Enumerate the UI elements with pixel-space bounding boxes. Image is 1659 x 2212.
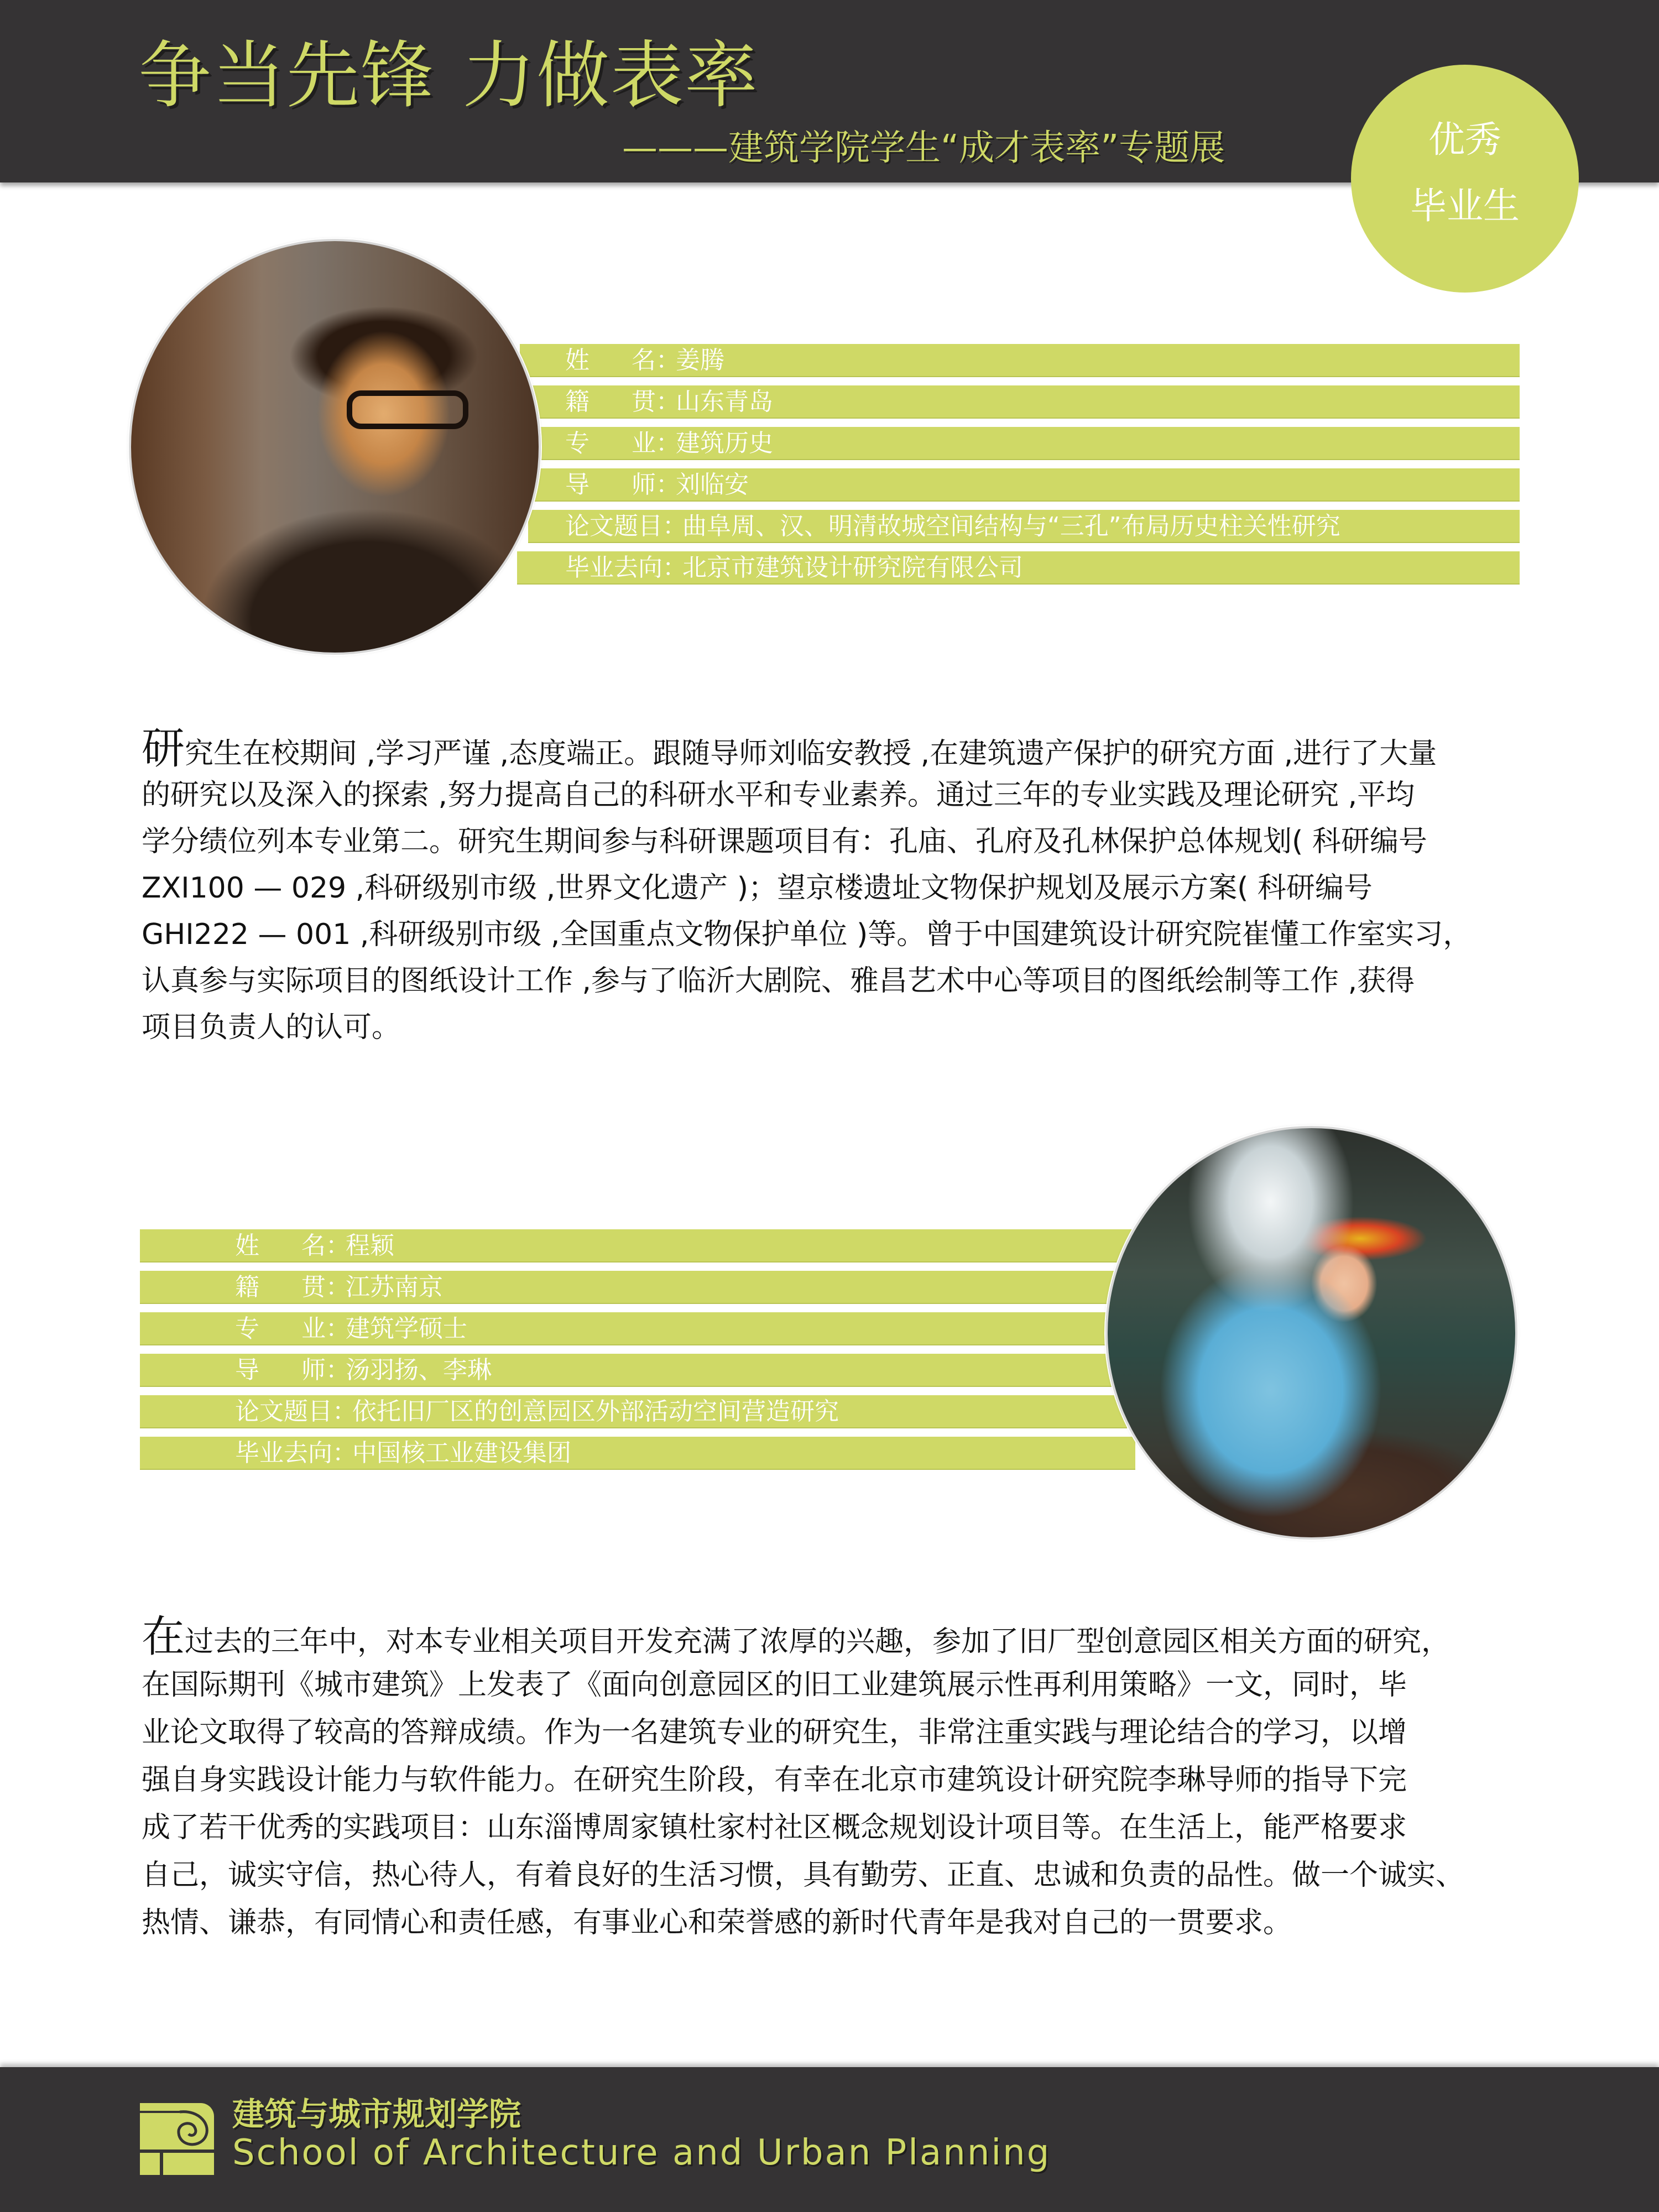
field-value: 山东青岛 <box>676 388 773 416</box>
bio-line: 的研究以及深入的探索 ,努力提高自己的科研水平和专业素养。通过三年的专业实践及理论研究 ,平均 <box>142 779 1415 812</box>
field-value: 刘临安 <box>676 471 749 499</box>
category-badge <box>1351 65 1579 293</box>
info-row-name: 姓 名 ：姜腾 <box>520 344 1520 377</box>
school-name-cn: 建筑与城市规划学院 <box>232 2095 521 2133</box>
field-value: 建筑学硕士 <box>346 1314 467 1343</box>
badge-line-1: 优秀 <box>1428 118 1501 161</box>
field-label: 论文题目 <box>235 1397 332 1426</box>
profile-1-bio <box>142 726 1541 1051</box>
info-row-hometown: 籍 贯 ：江苏南京 <box>140 1271 1124 1304</box>
field-label: 专 业 <box>565 429 656 457</box>
bio-line: 强自身实践设计能力与软件能力。在研究生阶段，有幸在北京市建筑设计研究院李琳导师的指导下完 <box>142 1764 1407 1797</box>
field-label: 专 业 <box>235 1314 326 1343</box>
info-row-thesis: 论文题目：曲阜周、汉、明清故城空间结构与“三孔”布局历史柱关性研究 <box>528 510 1520 543</box>
title-part-1: 争当先锋 <box>138 33 435 118</box>
badge-line-2: 毕业生 <box>1410 185 1520 227</box>
field-label: 论文题目 <box>565 512 662 540</box>
school-name-en: School of Architecture and Urban Planning <box>232 2132 1051 2173</box>
field-value: 程颖 <box>346 1232 394 1260</box>
info-row-destination: 毕业去向：中国核工业建设集团 <box>140 1437 1135 1470</box>
dropcap: 研 <box>142 724 185 774</box>
bio-line: 认真参与实际项目的图纸设计工作 ,参与了临沂大剧院、雅昌艺术中心等项目的图纸绘制等工作 ,获得 <box>142 964 1415 998</box>
info-row-thesis: 论文题目：依托旧厂区的创意园区外部活动空间营造研究 <box>140 1395 1127 1428</box>
field-label: 毕业去向 <box>565 554 662 582</box>
title-part-2: 力做表率 <box>462 33 759 118</box>
dropcap: 在 <box>142 1612 185 1662</box>
info-row-major: 专 业 ：建筑学硕士 <box>140 1312 1121 1345</box>
field-label: 导 师 <box>235 1356 326 1384</box>
field-label: 籍 贯 <box>565 388 656 416</box>
bio-line: 自己，诚实守信，热心待人，有着良好的生活习惯，具有勤劳、正直、忠诚和负责的品性。做一个诚实、 <box>142 1859 1465 1892</box>
bio-line: 业论文取得了较高的答辩成绩。作为一名建筑专业的研究生，非常注重实践与理论结合的学习，以增 <box>142 1716 1407 1749</box>
profile-2-bio <box>142 1614 1541 1947</box>
field-value: 江苏南京 <box>346 1273 443 1301</box>
bio-line: 研究生在校期间 ,学习严谨 ,态度端正。跟随导师刘临安教授 ,在建筑遗产保护的研究方面 ,进行了大量 <box>142 724 1437 774</box>
info-row-advisor: 导 师 ：刘临安 <box>533 468 1520 502</box>
bio-line: 热情、谦恭，有同情心和责任感，有事业心和荣誉感的新时代青年是我对自己的一贯要求。 <box>142 1906 1292 1939</box>
field-value: 中国核工业建设集团 <box>352 1439 571 1467</box>
page-title <box>138 34 759 117</box>
info-row-advisor: 导 师 ：汤羽扬、李琳 <box>140 1354 1121 1387</box>
field-value: 建筑历史 <box>676 429 773 457</box>
field-value: 汤羽扬、李琳 <box>346 1356 492 1384</box>
field-label: 毕业去向 <box>235 1439 332 1467</box>
field-value: 姜腾 <box>676 346 724 374</box>
school-logo-icon <box>140 2103 214 2175</box>
profile-1-photo <box>129 239 541 655</box>
bio-line: 项目负责人的认可。 <box>142 1011 401 1044</box>
profile-2-photo <box>1105 1126 1517 1540</box>
bio-line: 成了若干优秀的实践项目：山东淄博周家镇杜家村社区概念规划设计项目等。在生活上，能严格要求 <box>142 1811 1407 1844</box>
info-row-hometown: 籍 贯 ：山东青岛 <box>531 385 1520 419</box>
bio-line: 在国际期刊《城市建筑》上发表了《面向创意园区的旧工业建筑展示性再利用策略》一文，同时，毕 <box>142 1668 1407 1702</box>
info-row-major: 专 业 ：建筑历史 <box>534 427 1520 460</box>
field-label: 籍 贯 <box>235 1273 326 1301</box>
page-subtitle: ———建筑学院学生“成才表率”专题展 <box>622 128 1225 169</box>
bio-line: 在过去的三年中，对本专业相关项目开发充满了浓厚的兴趣，参加了旧厂型创意园区相关方面的研究， <box>142 1612 1451 1662</box>
footer-band <box>0 2067 1659 2212</box>
field-label: 姓 名 <box>565 346 656 374</box>
bio-line: 学分绩位列本专业第二。研究生期间参与科研课题项目有：孔庙、孔府及孔林保护总体规划( 科研编号 <box>142 825 1427 858</box>
field-label: 姓 名 <box>235 1232 326 1260</box>
info-row-destination: 毕业去向：北京市建筑设计研究院有限公司 <box>517 551 1520 585</box>
field-value: 北京市建筑设计研究院有限公司 <box>682 554 1023 582</box>
bio-line: ZXI100 — 029 ,科研级别市级 ,世界文化遗产 )；望京楼遗址文物保护规划及展示方案( 科研编号 <box>142 872 1373 905</box>
field-value: 曲阜周、汉、明清故城空间结构与“三孔”布局历史柱关性研究 <box>682 512 1340 540</box>
field-value: 依托旧厂区的创意园区外部活动空间营造研究 <box>352 1397 839 1426</box>
field-label: 导 师 <box>565 471 656 499</box>
info-row-name: 姓 名 ：程颖 <box>140 1229 1135 1262</box>
bio-line: GHI222 — 001 ,科研级别市级 ,全国重点文物保护单位 )等。曾于中国建筑设计研究院崔懂工作室实习， <box>142 918 1472 951</box>
photo-detail <box>347 390 468 429</box>
